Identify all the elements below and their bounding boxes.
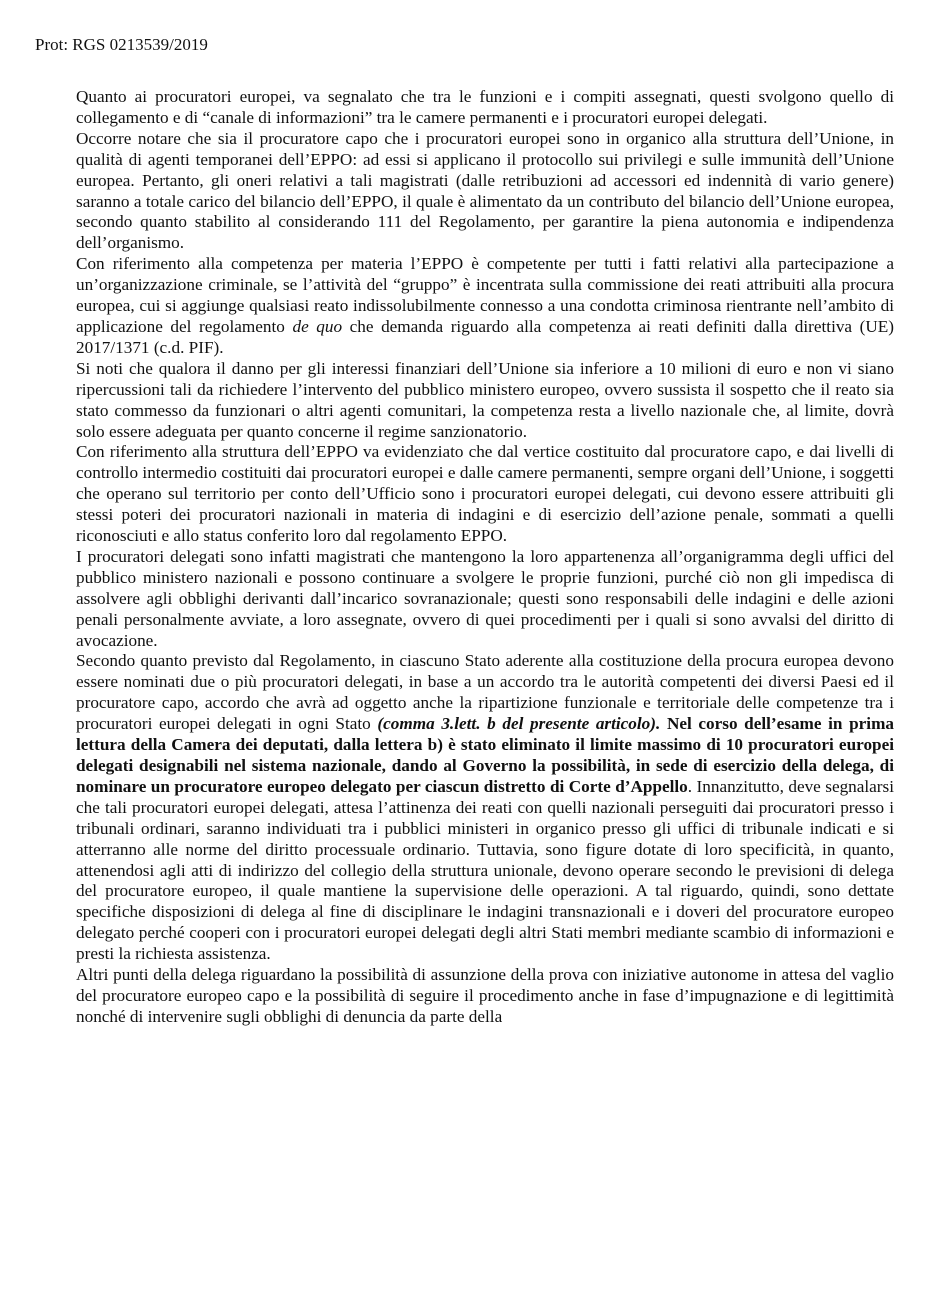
paragraph-procuratori-europei: Quanto ai procuratori europei, va segnalato che tra le funzioni e i compiti assegnati, questi svolgono quello di collegamento e di “canale di informazioni” tra le camere permanenti e i procuratori europei delegati. xyxy=(76,87,894,127)
paragraph-procuratori-delegati: I procuratori delegati sono infatti magistrati che mantengono la loro appartenenza all’organigramma degli uffici del pubblico ministero nazionali e possono continuare a svolgere le proprie funzioni, purché ciò non gli impedisca di assolvere agli obblighi derivanti dall’incarico sovranazionale; questi sono responsabili delle indagini e delle azioni penali personalmente avviate, a loro assegnate, ovvero di quei procedimenti per i quali si sono avvalsi del diritto di avocazione. xyxy=(76,546,894,650)
paragraph-text: Secondo quanto previsto dal Regolamento, in ciascuno Stato aderente alla costituzione della procura europea devono essere nominati due o più procuratori delegati, in base a un accordo tra le autorità competenti dei diversi Paesi ed il procuratore capo, accordo che avrà ad oggetto anche la ripartizione funzionale e territoriale delle competenze tra i procuratori europei delegati in ogni Stato xyxy=(76,651,894,734)
document-body xyxy=(76,87,894,1028)
paragraph-danno: Si noti che qualora il danno per gli interessi finanziari dell’Unione sia inferiore a 10 milioni di euro e non vi siano ripercussioni tali da richiedere l’intervento del pubblico ministero europeo, ovvero sussista il sospetto che il reato sia stato commesso da funzionari o altri agenti comunitari, la competenza resta a livello nazionale che, al limite, dovrà solo essere adeguata per quanto concerne il regime sanzionatorio. xyxy=(76,358,894,441)
paragraph-competenza xyxy=(76,254,894,359)
bold-text: Nel corso dell’esame in prima lettura della Camera dei deputati, dalla lettera b) è stato eliminato il limite massimo di 10 procuratori europei delegati designabili nel sistema nazionale, dando al Governo la possibilità, in sede di esercizio della delega, di nominare un procuratore europeo delegato per ciascun distretto di Corte d’Appello xyxy=(76,714,894,796)
paragraph-regolamento xyxy=(76,651,894,965)
paragraph-altri-punti: Altri punti della delega riguardano la possibilità di assunzione della prova con iniziative autonome in attesa del vaglio del procuratore europeo capo e la possibilità di seguire il procedimento anche in fase d’impugnazione e di legittimità nonché di intervenire sugli obblighi di denuncia da parte della xyxy=(76,965,894,1026)
paragraph-organico: Occorre notare che sia il procuratore capo che i procuratori europei sono in organico alla struttura dell’Unione, in qualità di agenti temporanei dell’EPPO: ad essi si applicano il protocollo sui privilegi e sulle immunità dell’Unione europea. Pertanto, gli oneri relativi a tali magistrati (dalle retribuzioni ad accessori ed indennità di vario genere) saranno a totale carico del bilancio dell’EPPO, il quale è alimentato da un contributo del bilancio dell’Unione europea, secondo quanto stabilito al considerando 111 del Regolamento, per garantire la piena autonomia e indipendenza dell’organismo. xyxy=(76,128,894,253)
protocol-number: Prot: RGS 0213539/2019 xyxy=(35,35,208,54)
paragraph-text: Con riferimento alla competenza per materia l’EPPO è competente per tutti i fatti relativi alla partecipazione a un’organizzazione criminale, se l’attività del “gruppo” è incentrata sulla commissione dei reati attribuiti alla procura europea, cui si aggiunge qualsiasi reato indissolubilmente connesso a una condotta criminosa rientrante nell’ambito di applicazione del regolamento xyxy=(76,254,894,336)
italic-text: de quo xyxy=(292,316,343,336)
bold-italic-text: (comma 3.lett. b del presente articolo). xyxy=(377,714,661,734)
paragraph-text: . Innanzitutto, deve segnalarsi che tali procuratori europei delegati, attesa l’attinenza dei reati con quelli nazionali perseguiti dai procuratori presso i tribunali ordinari, saranno individuati tra i pubblici ministeri in organico presso gli uffici di tribunale indicati e si atterranno alle norme del diritto processuale ordinario. Tuttavia, sono figure dotate di loro specificità, in quanto, attenendosi agli atti di indirizzo del collegio della struttura unionale, devono operare secondo le previsioni di delega del procuratore europeo, il quale mantiene la supervisione delle operazioni. A tal riguardo, quindi, sono dettate specifiche disposizioni di delega al fine di disciplinare le indagini transnazionali e i doveri del procuratore europeo delegato perché cooperi con i procuratori europei delegati degli altri Stati membri mediante scambio di informazioni e presti la richiesta assistenza. xyxy=(76,776,894,964)
paragraph-text: che demanda riguardo alla competenza ai reati definiti dalla direttiva (UE) 2017/1371 (c.d. PIF). xyxy=(76,316,894,357)
paragraph-struttura: Con riferimento alla struttura dell’EPPO va evidenziato che dal vertice costituito dal procuratore capo, e dai livelli di controllo intermedio costituiti dai procuratori europei e dalle camere permanenti, sempre organi dell’Unione, i soggetti che operano sul territorio per conto dell’Ufficio sono i procuratori europei delegati, cui devono essere attribuiti gli stessi poteri dei procuratori nazionali in materia di indagini e di esercizio dell’azione penale, sommati a quelli riconosciuti e allo status conferito loro dal regolamento EPPO. xyxy=(76,442,894,546)
